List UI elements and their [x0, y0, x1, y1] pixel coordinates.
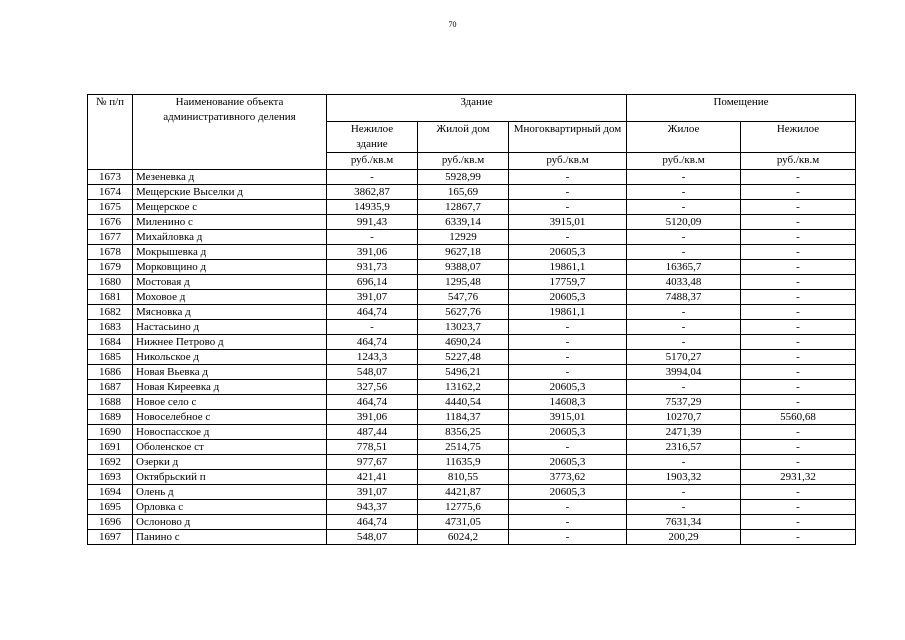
apartment-house-value: 20605,3: [509, 380, 627, 395]
premises-nonresidential-value: -: [741, 515, 856, 530]
table-row: [88, 305, 856, 320]
apartment-house-value: 3773,62: [509, 470, 627, 485]
header-object-name-line1: Наименование объекта: [175, 96, 284, 108]
premises-residential-value: -: [627, 185, 741, 200]
apartment-house-value: 3915,01: [509, 215, 627, 230]
table-row: [88, 215, 856, 230]
nonresidential-building-value: 696,14: [327, 275, 418, 290]
object-name-cell: Мещерское с: [133, 200, 327, 215]
object-name-cell: Панино с: [133, 530, 327, 545]
premises-nonresidential-value: -: [741, 530, 856, 545]
nonresidential-building-value: -: [327, 230, 418, 245]
apartment-house-value: -: [509, 350, 627, 365]
residential-house-value: 2514,75: [418, 440, 509, 455]
table-row: [88, 290, 856, 305]
nonresidential-building-value: 1243,3: [327, 350, 418, 365]
apartment-house-value: -: [509, 335, 627, 350]
row-number-cell: 1684: [88, 335, 133, 350]
unit-label: руб./кв.м: [327, 153, 418, 170]
premises-nonresidential-value: -: [741, 425, 856, 440]
residential-house-value: 1295,48: [418, 275, 509, 290]
apartment-house-value: -: [509, 200, 627, 215]
apartment-house-value: -: [509, 230, 627, 245]
row-number-cell: 1688: [88, 395, 133, 410]
nonresidential-building-value: 778,51: [327, 440, 418, 455]
nonresidential-building-value: 3862,87: [327, 185, 418, 200]
apartment-house-value: -: [509, 320, 627, 335]
header-premises-residential: Жилое: [627, 122, 741, 153]
apartment-house-value: 14608,3: [509, 395, 627, 410]
object-name-cell: Настасьино д: [133, 320, 327, 335]
row-number-cell: 1696: [88, 515, 133, 530]
table-row: [88, 200, 856, 215]
premises-nonresidential-value: -: [741, 395, 856, 410]
premises-residential-value: 16365,7: [627, 260, 741, 275]
row-number-cell: 1678: [88, 245, 133, 260]
table-row: [88, 530, 856, 545]
nonresidential-building-value: 327,56: [327, 380, 418, 395]
apartment-house-value: 20605,3: [509, 425, 627, 440]
nonresidential-building-value: 977,67: [327, 455, 418, 470]
residential-house-value: 5627,76: [418, 305, 509, 320]
header-premises-nonresidential: Нежилое: [741, 122, 856, 153]
row-number-cell: 1679: [88, 260, 133, 275]
premises-nonresidential-value: -: [741, 335, 856, 350]
row-number-cell: 1687: [88, 380, 133, 395]
row-number-cell: 1691: [88, 440, 133, 455]
nonresidential-building-value: 391,06: [327, 245, 418, 260]
nonresidential-building-value: -: [327, 170, 418, 185]
premises-residential-value: 7631,34: [627, 515, 741, 530]
apartment-house-value: -: [509, 365, 627, 380]
premises-residential-value: 5170,27: [627, 350, 741, 365]
object-name-cell: Моховое д: [133, 290, 327, 305]
header-row-number: № п/п: [88, 95, 133, 170]
apartment-house-value: -: [509, 500, 627, 515]
apartment-house-value: 17759,7: [509, 275, 627, 290]
premises-residential-value: -: [627, 500, 741, 515]
residential-house-value: 13023,7: [418, 320, 509, 335]
object-name-cell: Октябрьский п: [133, 470, 327, 485]
premises-nonresidential-value: -: [741, 350, 856, 365]
table-row: [88, 410, 856, 425]
row-number-cell: 1673: [88, 170, 133, 185]
object-name-cell: Новая Киреевка д: [133, 380, 327, 395]
table-row: [88, 395, 856, 410]
premises-nonresidential-value: -: [741, 275, 856, 290]
table-row: [88, 350, 856, 365]
apartment-house-value: 20605,3: [509, 290, 627, 305]
unit-label: руб./кв.м: [418, 153, 509, 170]
row-number-cell: 1690: [88, 425, 133, 440]
nonresidential-building-value: 548,07: [327, 365, 418, 380]
object-name-cell: Михайловка д: [133, 230, 327, 245]
object-name-cell: Нижнее Петрово д: [133, 335, 327, 350]
row-number-cell: 1689: [88, 410, 133, 425]
residential-house-value: 13162,2: [418, 380, 509, 395]
apartment-house-value: 19861,1: [509, 305, 627, 320]
object-name-cell: Новая Вьевка д: [133, 365, 327, 380]
table-row: [88, 515, 856, 530]
object-name-cell: Мокрышевка д: [133, 245, 327, 260]
object-name-cell: Миленино с: [133, 215, 327, 230]
table-row: [88, 230, 856, 245]
row-number-cell: 1677: [88, 230, 133, 245]
table-row: [88, 380, 856, 395]
row-number-cell: 1693: [88, 470, 133, 485]
nonresidential-building-value: 464,74: [327, 335, 418, 350]
row-number-cell: 1694: [88, 485, 133, 500]
row-number-cell: 1683: [88, 320, 133, 335]
object-name-cell: Новоселебное с: [133, 410, 327, 425]
apartment-house-value: -: [509, 440, 627, 455]
header-object-name: [133, 95, 327, 170]
premises-nonresidential-value: -: [741, 290, 856, 305]
header-apartment-house: Многоквартирный дом: [509, 122, 627, 153]
residential-house-value: 165,69: [418, 185, 509, 200]
premises-residential-value: 2316,57: [627, 440, 741, 455]
residential-house-value: 4731,05: [418, 515, 509, 530]
nonresidential-building-value: 931,73: [327, 260, 418, 275]
residential-house-value: 12867,7: [418, 200, 509, 215]
premises-residential-value: -: [627, 230, 741, 245]
premises-nonresidential-value: -: [741, 230, 856, 245]
table-row: [88, 245, 856, 260]
nonresidential-building-value: 391,07: [327, 290, 418, 305]
residential-house-value: 6024,2: [418, 530, 509, 545]
apartment-house-value: 3915,01: [509, 410, 627, 425]
table-row: [88, 425, 856, 440]
premises-nonresidential-value: -: [741, 170, 856, 185]
table-row: [88, 470, 856, 485]
row-number-cell: 1685: [88, 350, 133, 365]
residential-house-value: 12929: [418, 230, 509, 245]
row-number-cell: 1674: [88, 185, 133, 200]
premises-residential-value: -: [627, 200, 741, 215]
residential-house-value: 5496,21: [418, 365, 509, 380]
nonresidential-building-value: 464,74: [327, 305, 418, 320]
nonresidential-building-value: 548,07: [327, 530, 418, 545]
residential-house-value: 6339,14: [418, 215, 509, 230]
table-row: [88, 500, 856, 515]
premises-residential-value: 7537,29: [627, 395, 741, 410]
rates-table: [87, 94, 856, 545]
premises-residential-value: 4033,48: [627, 275, 741, 290]
premises-nonresidential-value: -: [741, 455, 856, 470]
object-name-cell: Мезеневка д: [133, 170, 327, 185]
residential-house-value: 4421,87: [418, 485, 509, 500]
table-row: [88, 440, 856, 455]
object-name-cell: Мещерские Выселки д: [133, 185, 327, 200]
premises-nonresidential-value: -: [741, 320, 856, 335]
premises-nonresidential-value: -: [741, 500, 856, 515]
premises-nonresidential-value: -: [741, 215, 856, 230]
premises-residential-value: -: [627, 170, 741, 185]
residential-house-value: 9627,18: [418, 245, 509, 260]
premises-residential-value: -: [627, 485, 741, 500]
row-number-cell: 1680: [88, 275, 133, 290]
premises-residential-value: 3994,04: [627, 365, 741, 380]
object-name-cell: Орловка с: [133, 500, 327, 515]
premises-nonresidential-value: -: [741, 260, 856, 275]
premises-nonresidential-value: -: [741, 305, 856, 320]
apartment-house-value: -: [509, 185, 627, 200]
premises-nonresidential-value: -: [741, 440, 856, 455]
unit-label: руб./кв.м: [509, 153, 627, 170]
object-name-cell: Ослоново д: [133, 515, 327, 530]
premises-nonresidential-value: -: [741, 485, 856, 500]
premises-residential-value: 200,29: [627, 530, 741, 545]
nonresidential-building-value: 421,41: [327, 470, 418, 485]
table-row: [88, 320, 856, 335]
page-number: 70: [448, 20, 457, 29]
premises-residential-value: 10270,7: [627, 410, 741, 425]
residential-house-value: 12775,6: [418, 500, 509, 515]
header-residential-house: Жилой дом: [418, 122, 509, 153]
residential-house-value: 5928,99: [418, 170, 509, 185]
premises-residential-value: -: [627, 335, 741, 350]
residential-house-value: 4690,24: [418, 335, 509, 350]
residential-house-value: 4440,54: [418, 395, 509, 410]
row-number-cell: 1692: [88, 455, 133, 470]
premises-residential-value: -: [627, 380, 741, 395]
header-premises-group: Помещение: [627, 95, 856, 122]
residential-house-value: 1184,37: [418, 410, 509, 425]
header-object-name-line2: административного деления: [163, 111, 296, 123]
nonresidential-building-value: 464,74: [327, 515, 418, 530]
premises-nonresidential-value: -: [741, 365, 856, 380]
nonresidential-building-value: 487,44: [327, 425, 418, 440]
table-row: [88, 275, 856, 290]
residential-house-value: 8356,25: [418, 425, 509, 440]
row-number-cell: 1681: [88, 290, 133, 305]
premises-residential-value: 7488,37: [627, 290, 741, 305]
row-number-cell: 1676: [88, 215, 133, 230]
table-body: [88, 170, 856, 545]
unit-label: руб./кв.м: [627, 153, 741, 170]
object-name-cell: Новоспасское д: [133, 425, 327, 440]
nonresidential-building-value: 14935,9: [327, 200, 418, 215]
header-nonresidential-building: Нежилое здание: [327, 122, 418, 153]
premises-residential-value: -: [627, 455, 741, 470]
object-name-cell: Никольское д: [133, 350, 327, 365]
row-number-cell: 1675: [88, 200, 133, 215]
premises-nonresidential-value: -: [741, 185, 856, 200]
object-name-cell: Мостовая д: [133, 275, 327, 290]
premises-nonresidential-value: -: [741, 380, 856, 395]
premises-residential-value: -: [627, 320, 741, 335]
premises-nonresidential-value: 2931,32: [741, 470, 856, 485]
table-row: [88, 335, 856, 350]
object-name-cell: Озерки д: [133, 455, 327, 470]
apartment-house-value: 20605,3: [509, 455, 627, 470]
table-row: [88, 455, 856, 470]
table-header: [88, 95, 856, 170]
table-row: [88, 365, 856, 380]
premises-nonresidential-value: -: [741, 245, 856, 260]
nonresidential-building-value: 991,43: [327, 215, 418, 230]
premises-residential-value: -: [627, 305, 741, 320]
nonresidential-building-value: 391,07: [327, 485, 418, 500]
nonresidential-building-value: 464,74: [327, 395, 418, 410]
table-row: [88, 185, 856, 200]
premises-residential-value: -: [627, 245, 741, 260]
row-number-cell: 1695: [88, 500, 133, 515]
premises-residential-value: 1903,32: [627, 470, 741, 485]
premises-nonresidential-value: -: [741, 200, 856, 215]
table-row: [88, 485, 856, 500]
object-name-cell: Мясновка д: [133, 305, 327, 320]
apartment-house-value: 20605,3: [509, 245, 627, 260]
table-row: [88, 260, 856, 275]
premises-nonresidential-value: 5560,68: [741, 410, 856, 425]
object-name-cell: Морковщино д: [133, 260, 327, 275]
apartment-house-value: -: [509, 515, 627, 530]
object-name-cell: Новое село с: [133, 395, 327, 410]
apartment-house-value: 20605,3: [509, 485, 627, 500]
apartment-house-value: -: [509, 530, 627, 545]
residential-house-value: 11635,9: [418, 455, 509, 470]
row-number-cell: 1682: [88, 305, 133, 320]
nonresidential-building-value: -: [327, 320, 418, 335]
table-row: [88, 170, 856, 185]
apartment-house-value: -: [509, 170, 627, 185]
residential-house-value: 5227,48: [418, 350, 509, 365]
nonresidential-building-value: 391,06: [327, 410, 418, 425]
unit-label: руб./кв.м: [741, 153, 856, 170]
row-number-cell: 1686: [88, 365, 133, 380]
nonresidential-building-value: 943,37: [327, 500, 418, 515]
premises-residential-value: 2471,39: [627, 425, 741, 440]
residential-house-value: 9388,07: [418, 260, 509, 275]
apartment-house-value: 19861,1: [509, 260, 627, 275]
residential-house-value: 547,76: [418, 290, 509, 305]
premises-residential-value: 5120,09: [627, 215, 741, 230]
residential-house-value: 810,55: [418, 470, 509, 485]
object-name-cell: Олень д: [133, 485, 327, 500]
object-name-cell: Оболенское ст: [133, 440, 327, 455]
header-building-group: Здание: [327, 95, 627, 122]
row-number-cell: 1697: [88, 530, 133, 545]
